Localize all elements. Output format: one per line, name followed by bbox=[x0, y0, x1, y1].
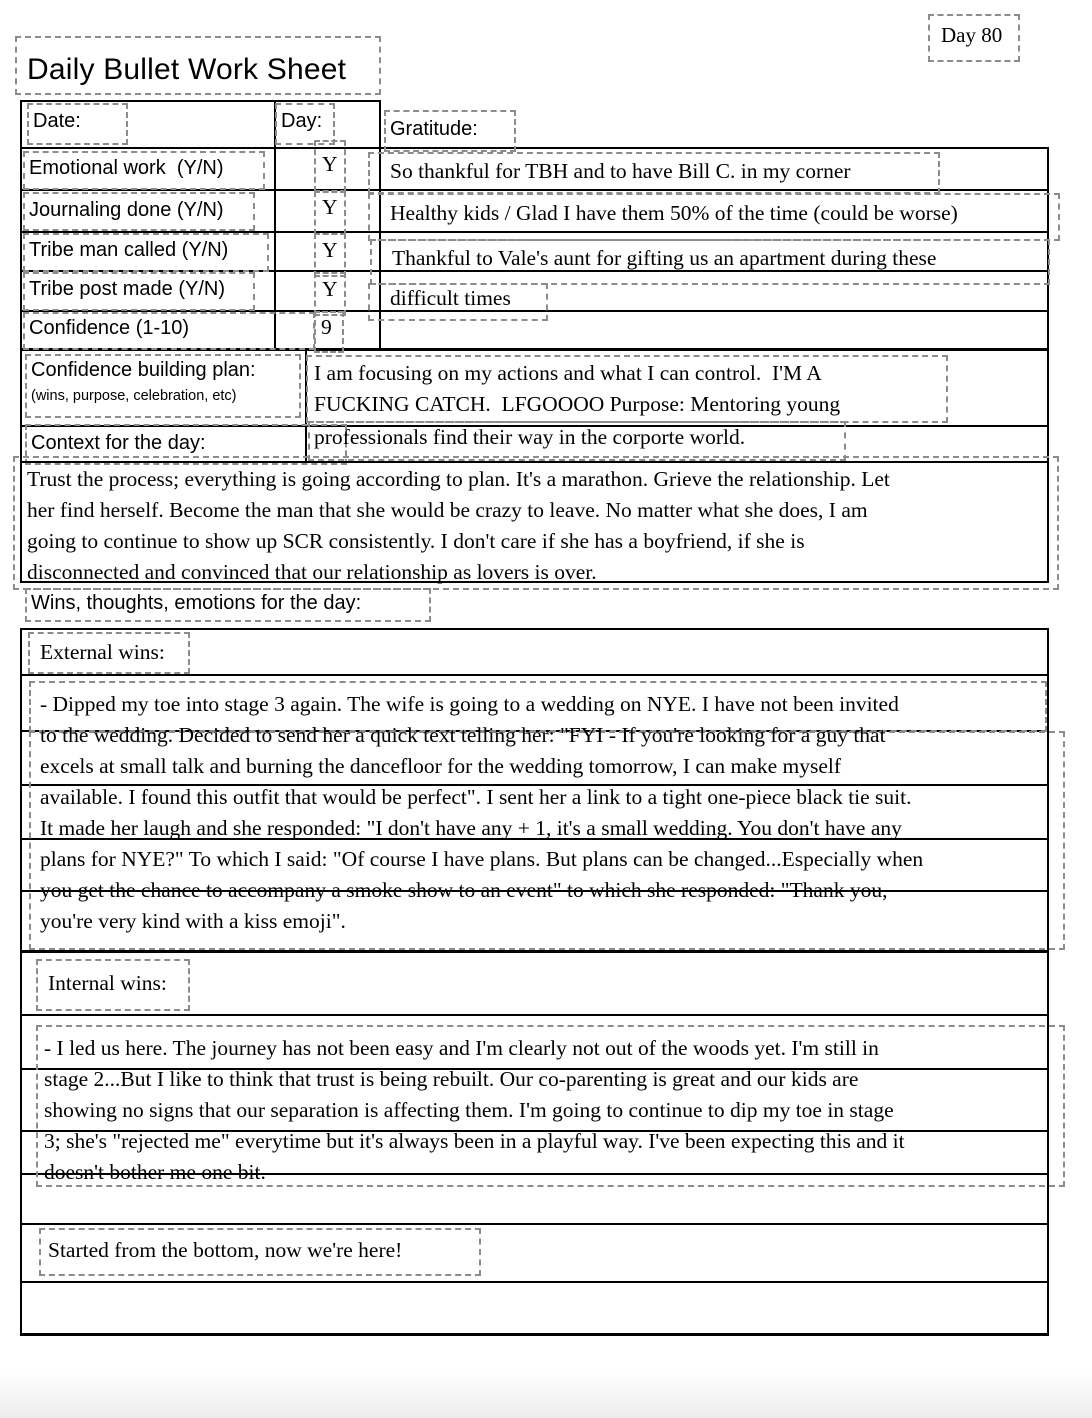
table-border bbox=[20, 348, 22, 461]
checklist-row-value: Y bbox=[322, 195, 338, 219]
checklist-row-label: Journaling done (Y/N) bbox=[29, 199, 224, 221]
internal-wins-text-line: doesn't bother me one bit. bbox=[44, 1160, 266, 1184]
checklist-row-value: Y bbox=[322, 238, 338, 262]
context-text-line: Trust the process; everything is going according to plan. It's a marathon. Grieve the relationship. Let bbox=[27, 467, 890, 491]
confidence-plan-text-line: I am focusing on my actions and what I can control. I'M A bbox=[314, 361, 822, 385]
external-wins-label: External wins: bbox=[40, 640, 165, 664]
external-wins-text-line: you're very kind with a kiss emoji". bbox=[40, 909, 346, 933]
wins-header: Wins, thoughts, emotions for the day: bbox=[31, 592, 362, 614]
gratitude-entry: Thankful to Vale's aunt for gifting us an apartment during these bbox=[392, 246, 937, 270]
confidence-plan-sublabel: (wins, purpose, celebration, etc) bbox=[31, 388, 237, 404]
external-wins-text-line: plans for NYE?" To which I said: "Of course I have plans. But plans can be changed...Especially when bbox=[40, 847, 924, 871]
table-border bbox=[1047, 348, 1049, 461]
internal-wins-label: Internal wins: bbox=[48, 971, 167, 995]
external-wins-text-line: you get the chance to accompany a smoke show to an event" to which she responded: "Thank you, bbox=[40, 878, 888, 902]
table-border bbox=[20, 628, 22, 1336]
checklist-row-label: Tribe man called (Y/N) bbox=[29, 239, 229, 261]
gratitude-entry: Healthy kids / Glad I have them 50% of the time (could be worse) bbox=[390, 201, 958, 225]
internal-wins-text-line: - I led us here. The journey has not been easy and I'm clearly not out of the woods yet. I'm still in bbox=[44, 1036, 879, 1060]
checklist-row-value: Y bbox=[322, 152, 338, 176]
context-text-line: her find herself. Become the man that she would be crazy to leave. No matter what she does, I am bbox=[27, 498, 868, 522]
checklist-row-label: Emotional work (Y/N) bbox=[29, 157, 224, 179]
confidence-plan-text-line: FUCKING CATCH. LFGOOOO Purpose: Mentoring young bbox=[314, 392, 841, 416]
footer-note: Started from the bottom, now we're here! bbox=[48, 1238, 403, 1262]
internal-wins-text-line: showing no signs that our separation is affecting them. I'm going to continue to dip my toe in stage bbox=[44, 1098, 894, 1122]
date-label: Date: bbox=[33, 110, 81, 132]
table-border bbox=[20, 674, 1049, 676]
context-text-line: disconnected and convinced that our relationship as lovers is over. bbox=[27, 560, 597, 584]
gratitude-entry: So thankful for TBH and to have Bill C. in my corner bbox=[390, 159, 851, 183]
day-badge: Day 80 bbox=[941, 23, 1003, 47]
external-wins-text-line: It made her laugh and she responded: "I don't have any + 1, it's a small wedding. You don't have any bbox=[40, 816, 902, 840]
table-border bbox=[20, 950, 1049, 953]
internal-wins-text-line: stage 2...But I like to think that trust is being rebuilt. Our co-parenting is great and our kids are bbox=[44, 1067, 859, 1091]
external-wins-text-line: to the wedding. Decided to send her a quick text telling her: "FYI - If you're looking for a guy that bbox=[40, 723, 886, 747]
gratitude-entry: difficult times bbox=[390, 286, 511, 310]
external-wins-text-line: excels at small talk and burning the dancefloor for the wedding tomorrow, I can make myself bbox=[40, 754, 842, 778]
checklist-row-label: Confidence (1-10) bbox=[29, 317, 190, 339]
context-text-line: going to continue to show up SCR consistently. I don't care if she has a boyfriend, if she is bbox=[27, 529, 805, 553]
page-bottom-fade bbox=[0, 1372, 1092, 1418]
table-border bbox=[20, 628, 1049, 630]
external-wins-text-line: - Dipped my toe into stage 3 again. The wife is going to a wedding on NYE. I have not been invited bbox=[40, 692, 899, 716]
table-border bbox=[20, 1014, 1049, 1016]
context-label: Context for the day: bbox=[31, 432, 206, 454]
confidence-plan-text-line: professionals find their way in the corporte world. bbox=[314, 425, 746, 449]
checklist-row-value: Y bbox=[322, 277, 338, 301]
table-border bbox=[20, 1281, 1049, 1283]
table-border bbox=[20, 1333, 1049, 1336]
table-border bbox=[20, 100, 380, 102]
page-title: Daily Bullet Work Sheet bbox=[27, 53, 347, 86]
confidence-plan-label: Confidence building plan: bbox=[31, 359, 256, 381]
internal-wins-text-line: 3; she's "rejected me" everytime but it's always been in a playful way. I've been expecting this and it bbox=[44, 1129, 905, 1153]
checklist-row-value: 9 bbox=[321, 315, 332, 339]
gratitude-label: Gratitude: bbox=[390, 118, 478, 140]
table-border bbox=[20, 147, 1049, 149]
table-border bbox=[20, 100, 22, 350]
external-wins-text-line: available. I found this outfit that would be perfect". I sent her a link to a tight one-piece black tie suit. bbox=[40, 785, 912, 809]
day-label: Day: bbox=[281, 110, 323, 132]
checklist-row-label: Tribe post made (Y/N) bbox=[29, 278, 225, 300]
table-border bbox=[20, 1223, 1049, 1225]
